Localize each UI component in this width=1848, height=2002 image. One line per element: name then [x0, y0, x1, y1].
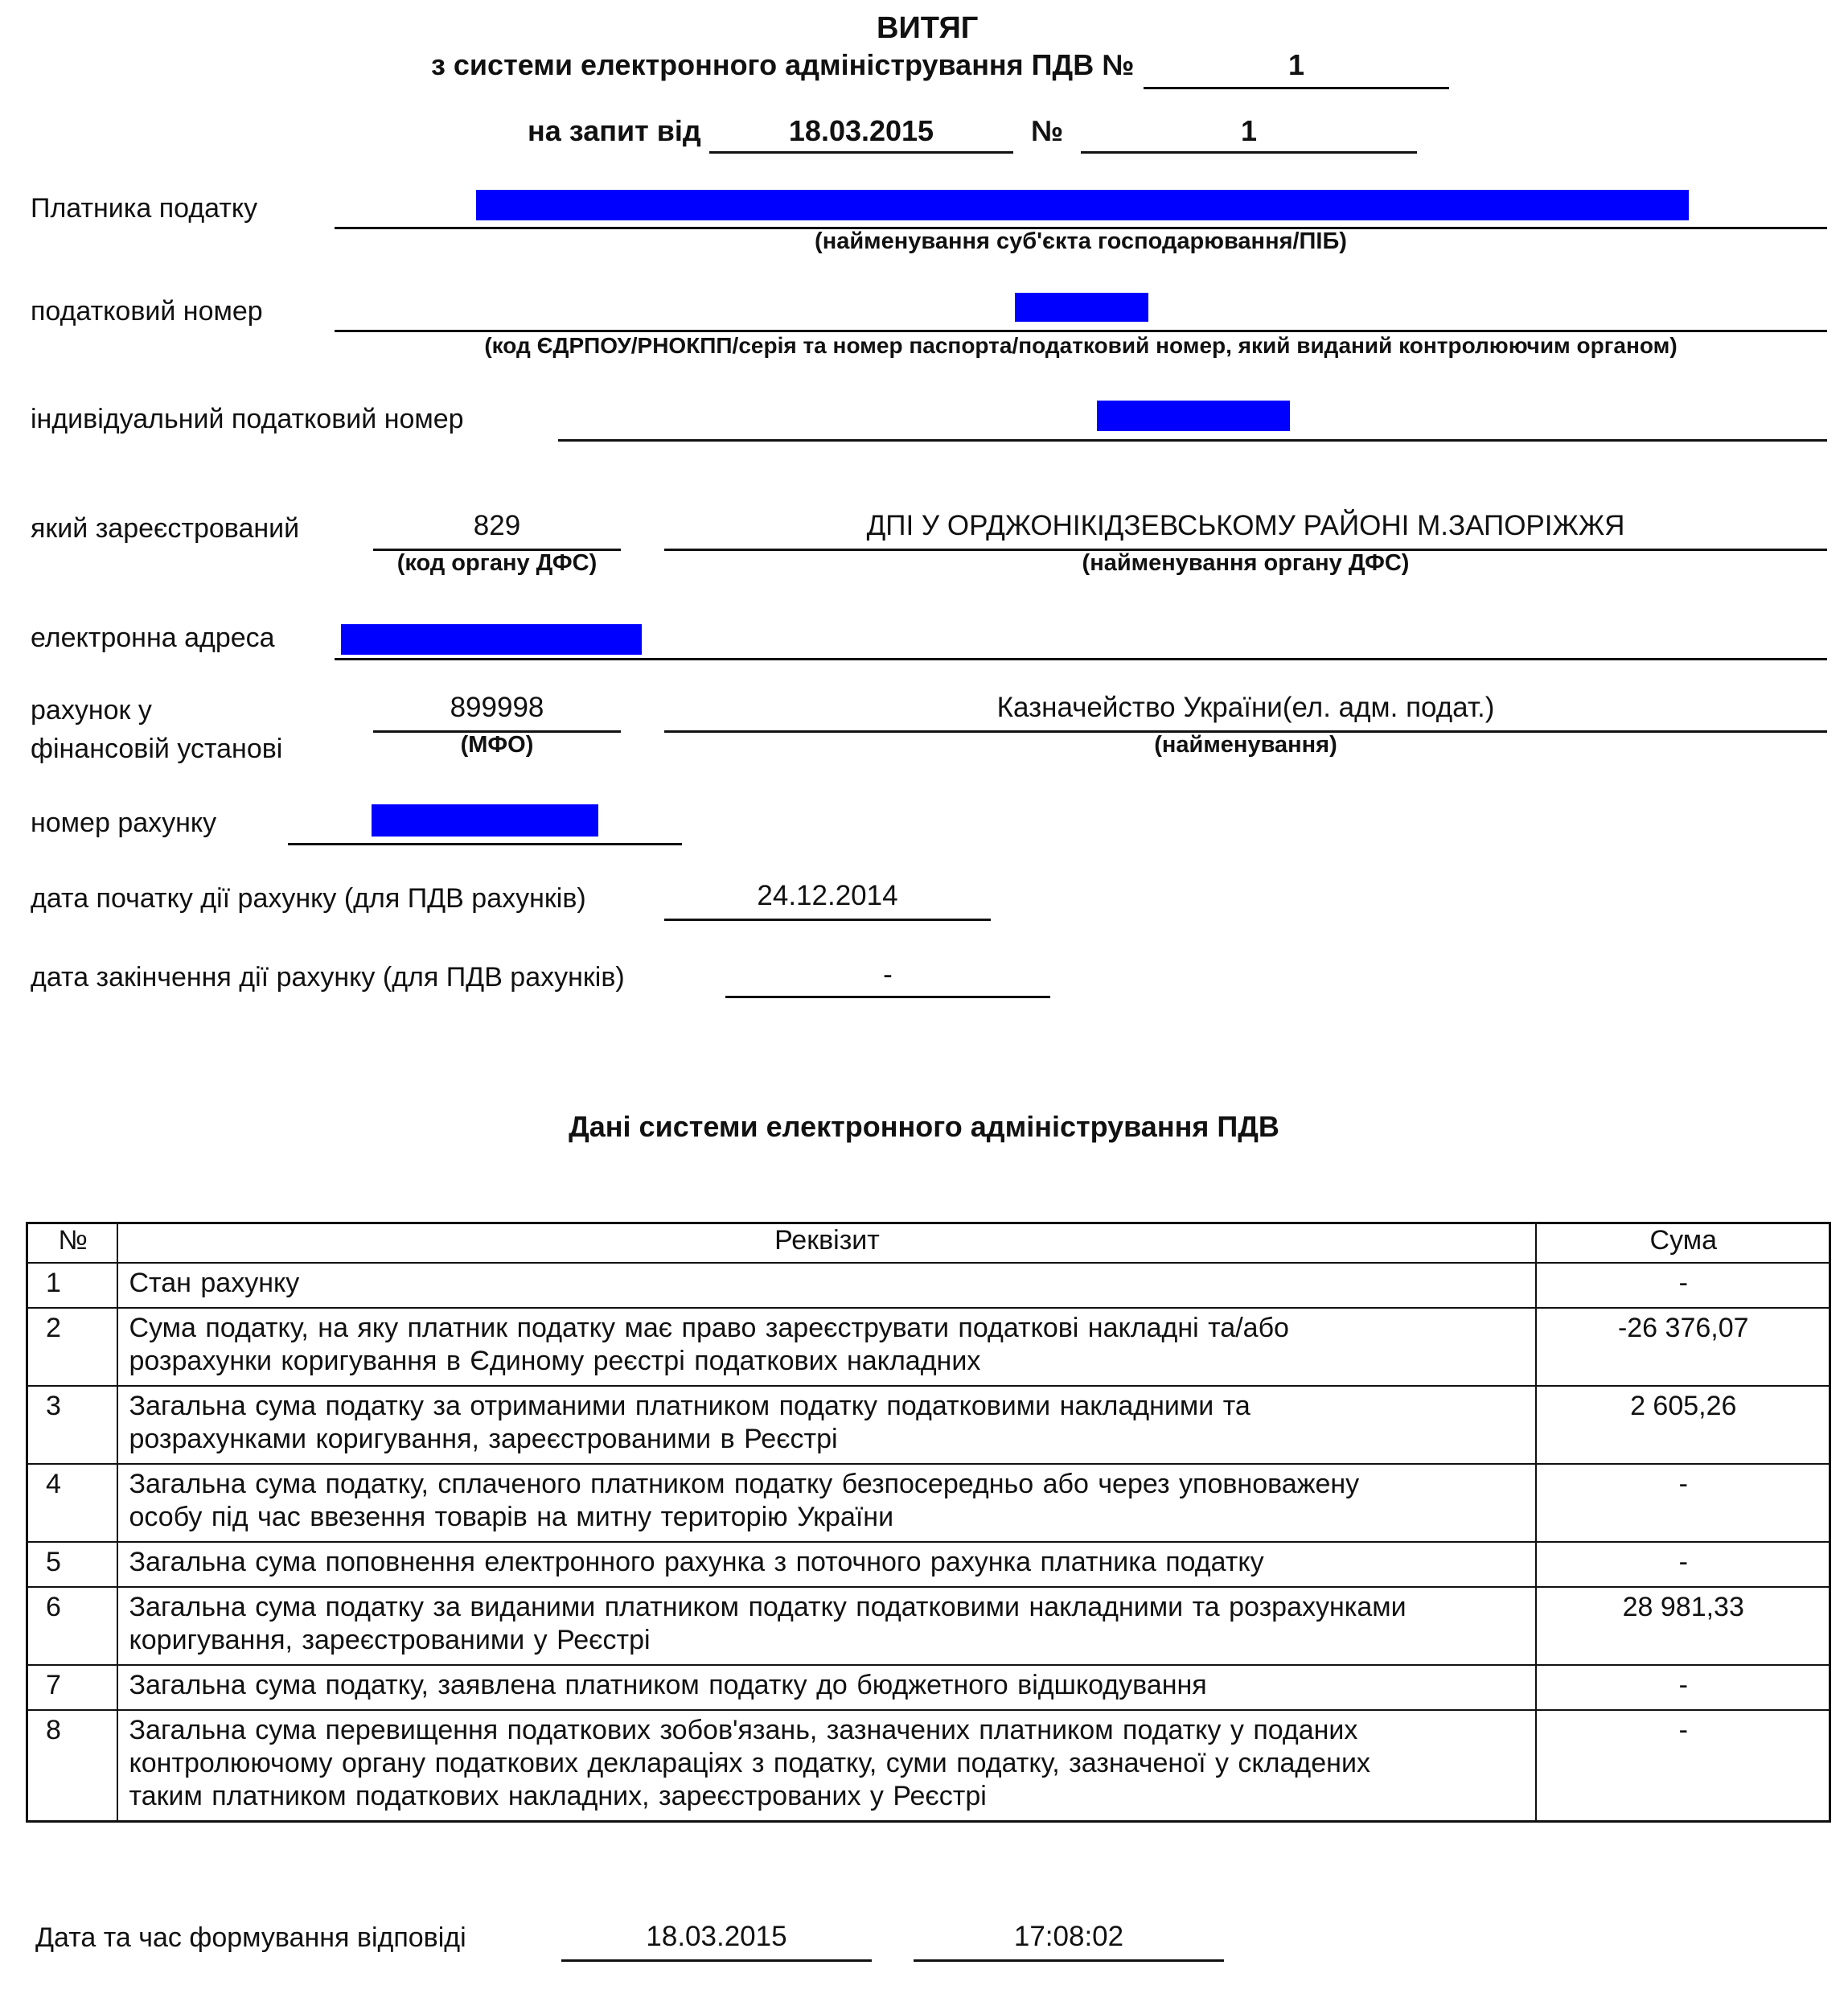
requisite-line: коригування, зареєстрованими у Реєстрі	[129, 1625, 651, 1655]
row-requisite	[117, 1308, 1536, 1386]
section-title: Дані системи електронного адміністрування ПДВ	[569, 1110, 1279, 1143]
row-number: 2	[27, 1308, 117, 1386]
table-row	[27, 1308, 1830, 1386]
table-row	[27, 1710, 1830, 1822]
row-sum: -	[1536, 1665, 1830, 1710]
document-subtitle: з системи електронного адміністрування ПДВ №	[431, 48, 1135, 81]
tax-number-caption: (код ЄДРПОУ/РНОКПП/серія та номер паспорта/податковий номер, який виданий контролюючим органом)	[484, 333, 1678, 358]
requisite-line: Загальна сума податку за виданими платником податку податковими накладними та розрахунками	[129, 1592, 1407, 1622]
row-requisite	[117, 1464, 1536, 1542]
account-start-line	[664, 919, 991, 921]
bank-name-caption: (найменування)	[1154, 732, 1337, 758]
requisite-line: Стан рахунку	[129, 1268, 300, 1298]
taxpayer-label: Платника податку	[31, 193, 258, 224]
request-date: 18.03.2015	[788, 114, 934, 147]
row-requisite	[117, 1665, 1536, 1710]
bank-account-label-line2: фінансовій установі	[31, 734, 283, 764]
requisite-line: таким платником податкових накладних, зареєстрованих у Реєстрі	[129, 1781, 987, 1811]
account-number-label: номер рахунку	[31, 808, 217, 838]
footer-time-line	[914, 1959, 1224, 1962]
row-requisite	[117, 1263, 1536, 1308]
row-sum: 2 605,26	[1536, 1386, 1830, 1464]
authority-code: 829	[473, 510, 521, 541]
table-body	[27, 1223, 1830, 1822]
header-sum: Сума	[1536, 1223, 1830, 1264]
account-number-line	[288, 843, 682, 845]
taxpayer-name-redaction	[476, 190, 1689, 220]
row-sum: -	[1536, 1263, 1830, 1308]
table-header-row	[27, 1223, 1830, 1264]
row-number: 8	[27, 1710, 117, 1822]
table-row	[27, 1542, 1830, 1587]
requisite-line: особу під час ввезення товарів на митну територію України	[129, 1502, 894, 1532]
vat-data-table	[26, 1222, 1831, 1823]
row-requisite	[117, 1710, 1536, 1822]
mfo-caption: (МФО)	[460, 732, 534, 758]
request-date-line	[709, 151, 1013, 154]
document-title: ВИТЯГ	[877, 11, 979, 45]
individual-tax-number-line	[558, 439, 1827, 442]
row-sum: -	[1536, 1710, 1830, 1822]
header-number: №	[27, 1223, 117, 1264]
requisite-line: контролюючому органу податкових деклараціях з податку, суми податку, зазначеної у складених	[129, 1748, 1370, 1778]
tax-number-line	[335, 330, 1827, 332]
extract-number: 1	[1287, 48, 1305, 81]
request-number: 1	[1240, 114, 1258, 147]
individual-tax-number-label: індивідуальний податковий номер	[31, 404, 464, 434]
table-row	[27, 1665, 1830, 1710]
authority-name: ДПІ У ОРДЖОНІКІДЗЕВСЬКОМУ РАЙОНІ М.ЗАПОРІЖЖЯ	[866, 510, 1625, 541]
bank-account-label-line1: рахунок у	[31, 695, 152, 726]
table-row	[27, 1263, 1830, 1308]
account-start-value: 24.12.2014	[757, 880, 898, 911]
request-number-line	[1081, 151, 1417, 154]
row-sum: -	[1536, 1464, 1830, 1542]
row-sum: -	[1536, 1542, 1830, 1587]
row-number: 7	[27, 1665, 117, 1710]
authority-name-caption: (найменування органу ДФС)	[1082, 550, 1410, 576]
row-sum: 28 981,33	[1536, 1587, 1830, 1665]
account-start-label: дата початку дії рахунку (для ПДВ рахунків)	[31, 883, 586, 914]
tax-number-redaction	[1015, 293, 1148, 322]
row-number: 1	[27, 1263, 117, 1308]
requisite-line: Загальна сума податку, заявлена платником податку до бюджетного відшкодування	[129, 1670, 1207, 1700]
requisite-line: Загальна сума поповнення електронного рахунка з поточного рахунка платника податку	[129, 1547, 1264, 1577]
requisite-line: Загальна сума перевищення податкових зобов'язань, зазначених платником податку у поданих	[129, 1715, 1358, 1745]
requisite-line: Загальна сума податку за отриманими платником податку податковими накладними та	[129, 1391, 1250, 1421]
row-requisite	[117, 1386, 1536, 1464]
mfo-value: 899998	[450, 692, 544, 723]
account-end-line	[725, 996, 1050, 998]
individual-tax-number-redaction	[1097, 401, 1290, 431]
request-label: на запит від	[528, 114, 701, 147]
email-label: електронна адреса	[31, 623, 275, 653]
authority-code-caption: (код органу ДФС)	[396, 550, 598, 576]
footer-time: 17:08:02	[1013, 1921, 1124, 1952]
account-end-label: дата закінчення дії рахунку (для ПДВ рахунків)	[31, 962, 625, 993]
footer-date-line	[561, 1959, 872, 1962]
account-end-value: -	[883, 959, 893, 990]
requisite-line: розрахунками коригування, зареєстрованими в Реєстрі	[129, 1424, 838, 1454]
row-sum: -26 376,07	[1536, 1308, 1830, 1386]
extract-number-line	[1144, 87, 1449, 89]
requisite-line: Загальна сума податку, сплаченого платником податку безпосередньо або через уповноважену	[129, 1469, 1360, 1499]
email-redaction	[341, 624, 642, 655]
requisite-line: Сума податку, на яку платник податку має право зареєструвати податкові накладні та/або	[129, 1313, 1289, 1343]
account-number-redaction	[372, 804, 598, 837]
row-number: 4	[27, 1464, 117, 1542]
table-row	[27, 1587, 1830, 1665]
bank-name: Казначейство України(ел. адм. подат.)	[996, 692, 1495, 723]
table-row	[27, 1464, 1830, 1542]
footer-label: Дата та час формування відповіді	[35, 1922, 466, 1953]
tax-number-label: податковий номер	[31, 296, 263, 327]
registered-label: який зареєстрований	[31, 513, 300, 544]
row-requisite	[117, 1542, 1536, 1587]
row-number: 3	[27, 1386, 117, 1464]
footer-date: 18.03.2015	[646, 1921, 787, 1952]
header-requisite: Реквізит	[117, 1223, 1536, 1264]
row-number: 5	[27, 1542, 117, 1587]
table-row	[27, 1386, 1830, 1464]
row-requisite	[117, 1587, 1536, 1665]
taxpayer-caption: (найменування суб'єкта господарювання/ПІБ)	[815, 228, 1347, 254]
request-number-sign: №	[1031, 114, 1064, 147]
requisite-line: розрахунки коригування в Єдиному реєстрі податкових накладних	[129, 1346, 981, 1376]
email-line	[335, 658, 1827, 660]
row-number: 6	[27, 1587, 117, 1665]
